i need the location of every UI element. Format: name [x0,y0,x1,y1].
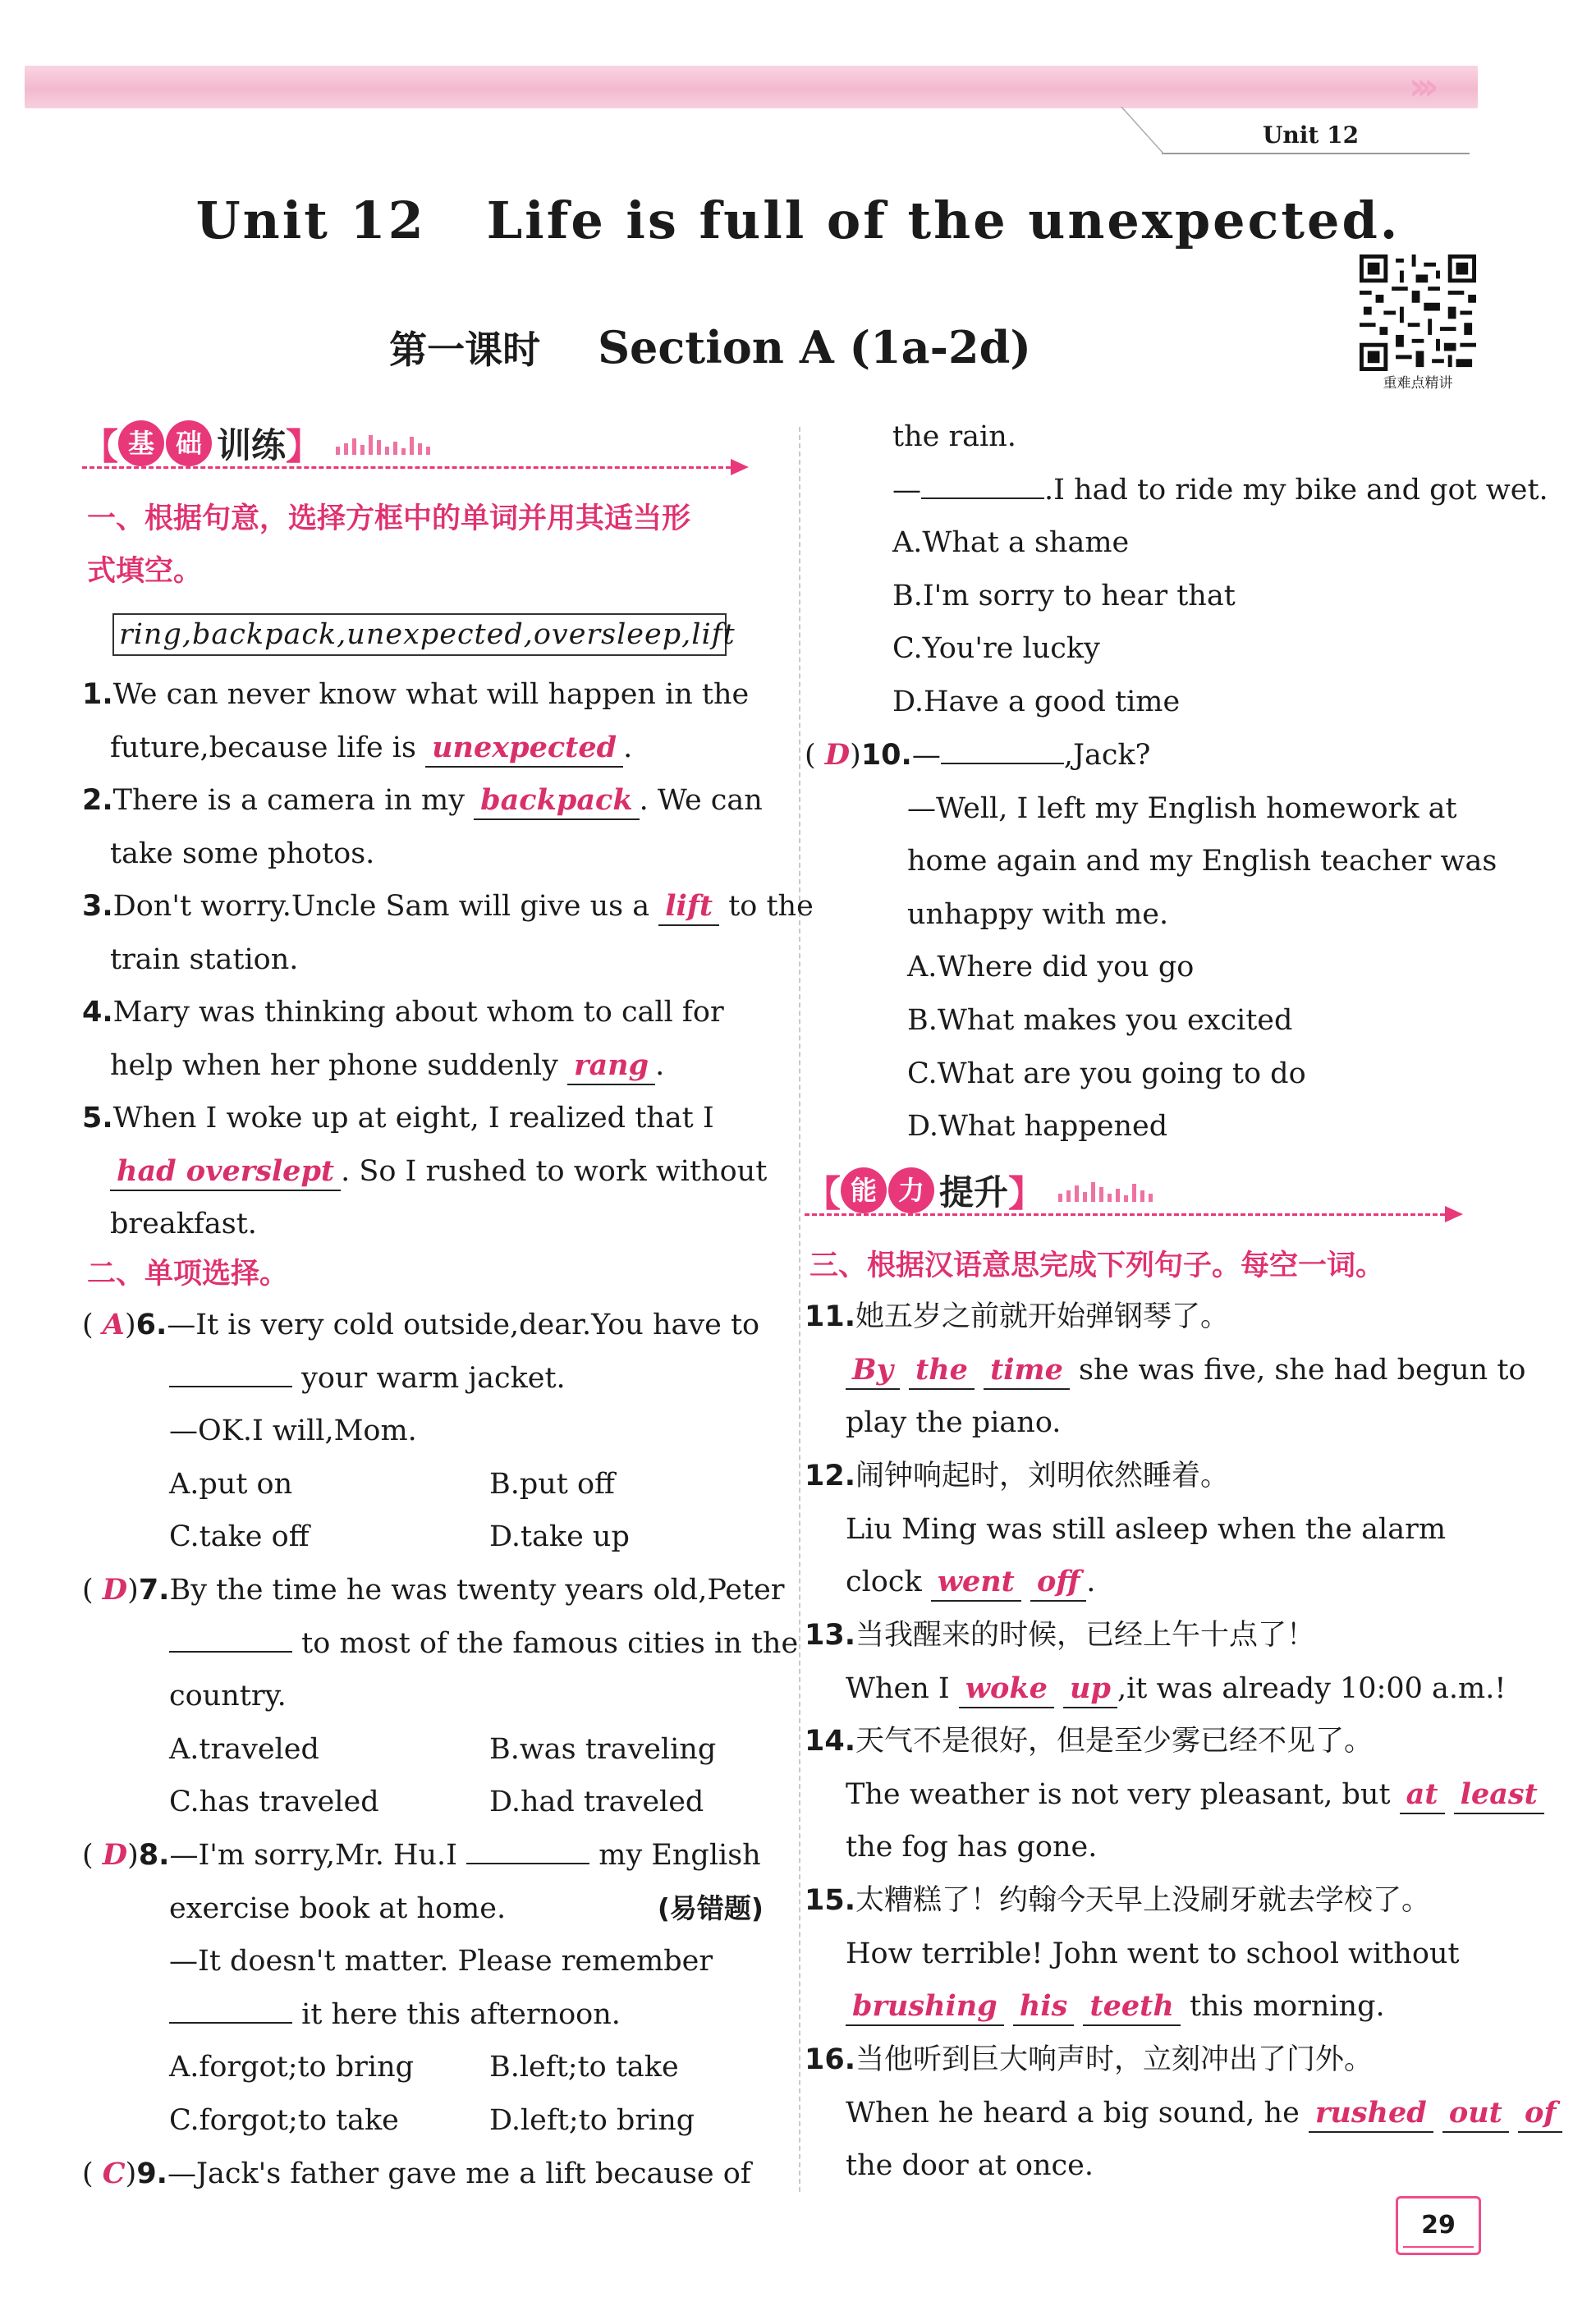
question-text: country. [169,1680,287,1713]
question-number: 4. [82,996,113,1029]
option[interactable]: D.Have a good time [892,685,1181,718]
section-label: 提升 [939,1172,1009,1213]
question-text: the fog has gone. [846,1831,1098,1864]
question-text: to the [728,890,814,923]
question-text: home again and my English teacher was [907,845,1497,878]
question-number: 10. [860,739,912,772]
option[interactable]: B.was traveling [489,1732,717,1766]
question-9-cont: the rain. — .I had to ride my bike and got wet. A.What a shame B.I'm sorry to hear that C.You're lucky D.Have a good time [892,420,1548,718]
question-number: 16. [805,2043,856,2076]
question-number: 12. [805,1460,856,1492]
section-bubble: 能 [841,1167,887,1213]
question-number: 15. [805,1884,856,1917]
question-text: . We can [639,784,763,817]
option[interactable]: D.What happened [907,1110,1168,1144]
blank-line[interactable] [169,1999,292,2024]
part1-instructions [87,493,690,598]
question-2 [82,774,763,880]
question-16 [805,2033,1562,2193]
question-text: the door at once. [846,2149,1094,2183]
blank-line[interactable] [466,1840,589,1864]
question-text: When I woke up at eight, I realized that I [112,1102,714,1135]
section-label: 训练 [217,425,287,465]
question-text: your warm jacket. [301,1361,566,1395]
chevron-decoration-icon: ››› [1409,64,1431,108]
option[interactable]: B.I'm sorry to hear that [892,579,1236,612]
instruction-line: 一、根据句意，选择方框中的单词并用其适当形 [87,502,691,535]
question-7: ( D)7.By the time he was twenty years old,Peter to most of the famous cities in the country. A.traveled B.was traveling C.has traveled D.had traveled [82,1564,798,1829]
option[interactable]: C.What are you going to do [907,1057,1306,1090]
punctuation: . [655,1048,665,1082]
answer-blank[interactable]: of [1518,2095,1562,2133]
chinese-prompt: 她五岁之前就开始弹钢琴了。 [855,1300,1230,1333]
answer-choice[interactable]: A [102,1308,125,1341]
option[interactable]: C.You're lucky [892,632,1100,666]
answer-blank[interactable]: rang [567,1048,655,1085]
option[interactable]: B.put off [489,1467,615,1501]
option[interactable]: D.left;to bring [489,2103,695,2137]
question-text: unhappy with me. [907,897,1169,931]
option[interactable]: C.take off [169,1520,310,1554]
option[interactable]: C.forgot;to take [169,2103,399,2137]
question-number: 13. [805,1619,856,1652]
equalizer-decoration-icon [1055,1176,1219,1205]
option[interactable]: C.has traveled [169,1786,379,1819]
question-text: . So I rushed to work without [341,1154,768,1188]
question-13 [805,1609,1506,1715]
question-11 [805,1291,1525,1450]
answer-blank[interactable]: out [1442,2095,1509,2133]
answer-blank[interactable]: off [1030,1564,1086,1602]
answer-blank[interactable]: went [931,1564,1021,1602]
question-text: take some photos. [110,837,375,870]
question-text: to most of the famous cities in the [301,1626,799,1660]
answer-blank[interactable]: lift [658,888,719,926]
question-text: —It is very cold outside,dear.You have to [167,1309,760,1341]
question-text: Don't worry.Uncle Sam will give us a [112,890,650,923]
answer-blank[interactable]: up [1063,1671,1117,1708]
question-10: ( D)10.— ,Jack? —Well, I left my English homework at home again and my English teacher was unhappy with me. A.Where did you go B.What makes you excited C.What are you going to do D.What happened [805,738,1497,1144]
word-box: ring,backpack,unexpected,oversleep,lift [112,613,727,656]
question-text: she was five, she had begun to [1079,1353,1526,1387]
option[interactable]: A.forgot;to bring [169,2051,415,2084]
question-number: 3. [82,890,113,923]
answer-blank[interactable]: time [984,1352,1070,1390]
question-text: breakfast. [110,1208,257,1241]
punctuation: . [1086,1566,1096,1599]
question-text: help when her phone suddenly [110,1048,558,1082]
question-text: train station. [110,942,299,976]
question-number: 5. [82,1102,113,1135]
question-text: —OK.I will,Mom. [169,1414,417,1448]
question-text: future,because life is [110,731,416,764]
qr-caption: 重难点精讲 [1383,375,1453,392]
option[interactable]: A.put on [169,1467,293,1501]
question-text: Liu Ming was still asleep when the alarm [846,1512,1447,1546]
question-text: By the time he was twenty years old,Peter [169,1574,785,1607]
question-text: ,it was already 10:00 a.m.! [1117,1671,1507,1705]
question-text: —I'm sorry,Mr. Hu.I [169,1839,457,1872]
answer-blank[interactable]: at [1400,1777,1445,1814]
question-text: Mary was thinking about whom to call for [112,996,724,1029]
option[interactable]: A.What a shame [892,526,1130,560]
error-prone-tag: (易错题) [657,1891,764,1924]
answer-blank[interactable]: least [1454,1777,1544,1814]
chinese-prompt: 闹钟响起时，刘明依然睡着。 [855,1460,1230,1492]
question-text: my English [598,1839,761,1872]
lesson-cn: 第一课时 [389,328,541,372]
section-header-basic: 【 基 础 训练】 [82,417,755,475]
question-number: 1. [82,678,113,711]
question-8: ( D)8.—I'm sorry,Mr. Hu.I my English exercise book at home. (易错题) —It doesn't matter. Please remember it here this afternoon. A.forgot;to bring B.left;to take C.forgot;to take D.left;to bring [82,1829,764,2148]
part2-instructions: 二、单项选择。 [87,1258,289,1291]
question-number: 2. [82,784,113,817]
question-text: —Well, I left my English homework at [907,791,1457,825]
option[interactable]: D.take up [489,1520,630,1554]
answer-blank[interactable]: By [846,1352,900,1390]
question-text: We can never know what will happen in the [112,678,750,711]
question-number: 8. [138,1839,170,1872]
lesson-title [0,320,1420,374]
part3-instructions: 三、根据汉语意思完成下列句子。每空一词。 [809,1249,1385,1282]
question-number: 14. [805,1725,856,1758]
answer-choice[interactable]: D [824,738,851,772]
answer-blank[interactable]: brushing [846,1988,1004,2026]
question-9-start: ( C)9.—Jack's father gave me a lift because of [82,2157,751,2190]
lesson-en: Section A (1a-2d) [598,321,1031,374]
question-text: —Jack's father gave me a lift because of [167,2157,751,2190]
question-number: 9. [136,2157,167,2190]
page-number: 29 [1396,2196,1481,2255]
question-text: ,Jack? [1063,739,1151,772]
question-number: 11. [805,1300,856,1333]
question-3 [82,880,814,986]
question-text: When he heard a big sound, he [846,2096,1300,2130]
option[interactable]: B.What makes you excited [907,1003,1293,1037]
question-text: play the piano. [846,1406,1062,1440]
question-6: ( A)6.—It is very cold outside,dear.You have to your warm jacket. —OK.I will,Mom. A.put on B.put off C.take off D.take up [82,1299,759,1564]
instruction-line: 式填空。 [87,555,203,588]
question-number: 6. [135,1309,167,1341]
question-text: the rain. [892,420,1016,453]
section-bubble: 础 [166,420,212,466]
question-12 [805,1450,1446,1609]
section-header-ability: 【 能 力 提升】 [805,1164,1478,1222]
question-text: The weather is not very pleasant, but [846,1777,1391,1811]
question-number: 7. [138,1574,170,1607]
answer-blank[interactable]: backpack [474,782,639,820]
question-text: When I [846,1671,950,1705]
answer-blank[interactable]: unexpected [425,730,623,768]
equalizer-decoration-icon [332,429,497,458]
answer-blank[interactable]: the [909,1352,975,1390]
answer-blank[interactable]: woke [959,1671,1054,1708]
chinese-prompt: 当我醒来的时候，已经上午十点了！ [855,1619,1316,1652]
question-text: —It doesn't matter. Please remember [169,1945,713,1978]
blank-line[interactable] [169,1363,292,1387]
question-text: clock [846,1566,922,1599]
question-text: exercise book at home. [169,1891,507,1925]
qr-code-icon[interactable] [1360,254,1476,371]
question-5 [82,1092,767,1251]
answer-blank[interactable]: rushed [1309,2095,1433,2133]
question-text: .I had to ride my bike and got wet. [1044,473,1548,507]
question-4 [82,986,724,1092]
option[interactable]: B.left;to take [489,2051,679,2084]
blank-line[interactable] [169,1628,292,1653]
chinese-prompt: 当他听到巨大响声时，立刻冲出了门外。 [855,2043,1374,2076]
unit-tag: Unit 12 [1263,122,1360,149]
question-text: How terrible! John went to school without [846,1937,1460,1970]
punctuation: . [623,731,633,764]
answer-blank[interactable]: had overslept [110,1153,341,1191]
question-text: it here this afternoon. [301,1997,621,2031]
question-14 [805,1715,1544,1874]
answer-choice[interactable]: D [102,1573,128,1607]
question-text: this morning. [1189,1990,1385,2024]
answer-choice[interactable]: D [102,1838,128,1872]
question-text: There is a camera in my [112,784,466,817]
header-band [25,66,1478,108]
answer-blank[interactable]: teeth [1083,1988,1180,2026]
section-bubble: 基 [118,420,164,466]
answer-blank[interactable]: his [1013,1988,1074,2026]
column-divider [799,427,800,2192]
chinese-prompt: 天气不是很好，但是至少雾已经不见了。 [855,1725,1374,1758]
question-15 [805,1874,1460,2033]
chinese-prompt: 太糟糕了！约翰今天早上没刷牙就去学校了。 [855,1884,1431,1917]
question-1 [82,668,749,774]
option[interactable]: D.had traveled [489,1786,704,1819]
section-bubble: 力 [888,1167,934,1213]
blank-line[interactable] [941,740,1064,764]
option[interactable]: A.Where did you go [907,951,1195,984]
option[interactable]: A.traveled [169,1732,319,1766]
answer-choice[interactable]: C [102,2157,126,2190]
blank-line[interactable] [921,475,1044,499]
page-title: Unit 12 Life is full of the unexpected. [195,190,1401,250]
